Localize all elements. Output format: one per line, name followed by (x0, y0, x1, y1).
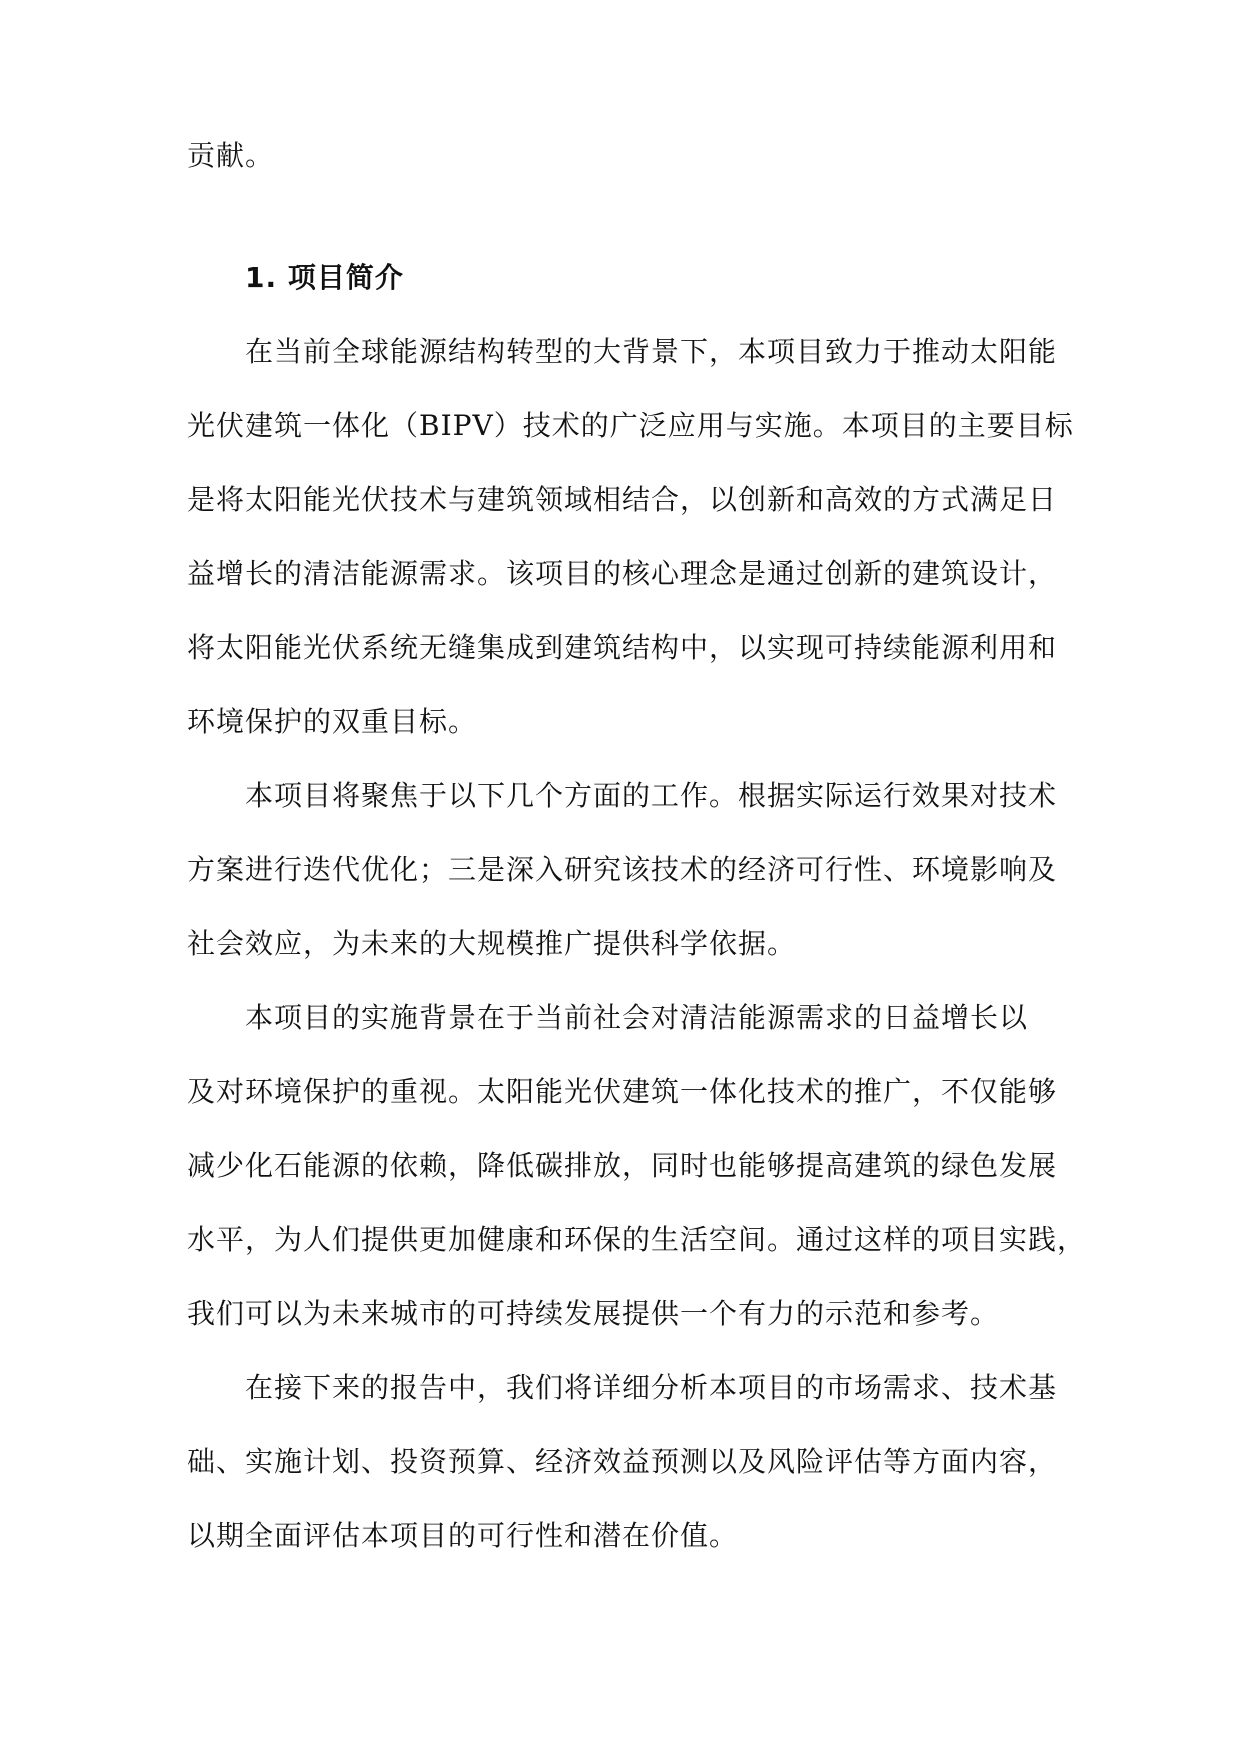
section-heading: 1. 项目简介 (245, 261, 404, 294)
paragraph-line: 以期全面评估本项目的可行性和潜在价值。 (187, 1519, 739, 1552)
paragraph-line: 方案进行迭代优化；三是深入研究该技术的经济可行性、环境影响及 (187, 853, 1058, 886)
paragraph-line: 光伏建筑一体化（BIPV）技术的广泛应用与实施。本项目的主要目标 (187, 409, 1074, 442)
paragraph-line: 是将太阳能光伏技术与建筑领域相结合，以创新和高效的方式满足日 (187, 483, 1058, 516)
paragraph-line: 及对环境保护的重视。太阳能光伏建筑一体化技术的推广，不仅能够 (187, 1075, 1058, 1108)
paragraph-line: 础、实施计划、投资预算、经济效益预测以及风险评估等方面内容， (187, 1445, 1058, 1478)
paragraph-line: 将太阳能光伏系统无缝集成到建筑结构中，以实现可持续能源利用和 (187, 631, 1058, 664)
paragraph-line: 社会效应，为未来的大规模推广提供科学依据。 (187, 927, 797, 960)
paragraph-line: 水平，为人们提供更加健康和环保的生活空间。通过这样的项目实践， (187, 1223, 1087, 1256)
paragraph-line: 在接下来的报告中，我们将详细分析本项目的市场需求、技术基 (245, 1371, 1058, 1404)
paragraph-line: 我们可以为未来城市的可持续发展提供一个有力的示范和参考。 (187, 1297, 1000, 1330)
continuation-text: 贡献。 (187, 139, 275, 172)
paragraph-line: 减少化石能源的依赖，降低碳排放，同时也能够提高建筑的绿色发展 (187, 1149, 1058, 1182)
paragraph-line: 在当前全球能源结构转型的大背景下，本项目致力于推动太阳能 (245, 335, 1058, 368)
paragraph-line: 环境保护的双重目标。 (187, 705, 478, 738)
paragraph-line: 益增长的清洁能源需求。该项目的核心理念是通过创新的建筑设计， (187, 557, 1058, 590)
paragraph-line: 本项目的实施背景在于当前社会对清洁能源需求的日益增长以 (245, 1001, 1029, 1034)
paragraph-line: 本项目将聚焦于以下几个方面的工作。根据实际运行效果对技术 (245, 779, 1058, 812)
